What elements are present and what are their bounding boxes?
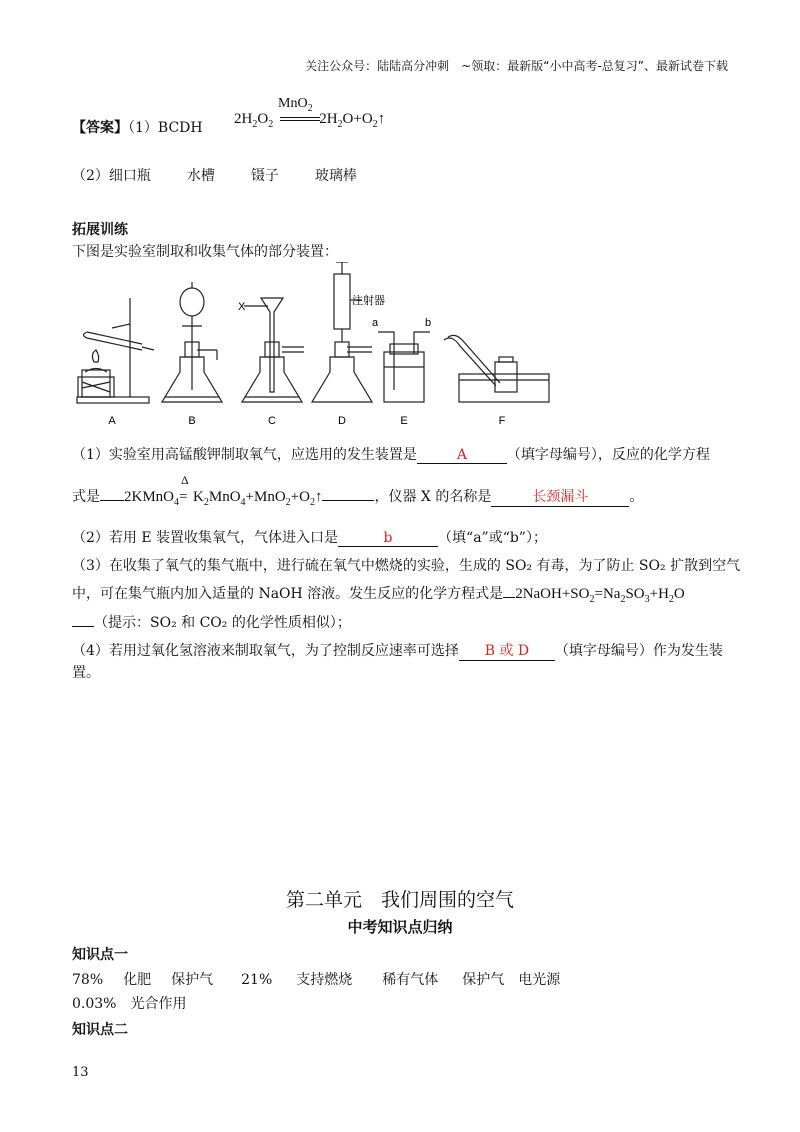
question-3-line-1: （3）在收集了氧气的集气瓶中，进行硫在氧气中燃烧的实验，生成的 SO₂ 有毒，为了防止 SO₂ 扩散到空气 [72,558,741,574]
page-number: 13 [72,1065,89,1080]
catalyst-mno2: MnO$_2$ [278,96,313,114]
figure-label-f: F [498,415,506,427]
answer-part-1: （1）BCDH [128,120,203,136]
knowledge-point-1-heading: 知识点一 [72,947,128,963]
question-3-line-3: （提示：SO₂ 和 CO₂ 的化学性质相似）； [72,612,351,632]
funnel-x-label: X [238,301,246,313]
answer-line-1 [72,117,203,137]
figure-label-e: E [400,415,408,427]
apparatus-f-illustration [444,335,549,402]
q1-answer-instrument: 长颈漏斗 [491,486,629,507]
figure-label-c: C [268,415,276,427]
question-3-line-2: 中，可在集气瓶内加入适量的 NaOH 溶液。发生反应的化学方程式是 $2NaOH+SO_2=Na_2SO_3+H_2O$ [72,586,685,605]
kmno4-equation: 2KMnO$_4$ Δ = $K_2MnO_4+MnO_2+O_2↑$ [124,473,323,508]
question-4-line-1: （4）若用过氧化氢溶液来制取氧气，为了控制反应速率可选择 B 或 D （填字母编号）作为发生装 [72,640,723,661]
question-1-line-1: （1）实验室用高锰酸钾制取氧气，应选用的发生装置是 A （填字母编号），反应的化学方程 [72,447,710,463]
page-header: 关注公众号：陆陆高分冲刺 ~领取：最新版“小中高考-总复习”、最新试卷下载 [305,59,728,73]
port-a-label: a [372,317,379,329]
unit-title: 第二单元 我们周围的空气 [285,889,514,911]
answer-item: 水槽 [186,168,215,184]
h2o2-equation: $2H_2O_2$ $2H_2O+O_2↑$ [234,111,386,130]
answer-item: （2）细口瓶 [72,168,151,184]
q2-answer-inlet: b [338,530,438,547]
question-4-line-2: 置。 [72,665,100,681]
answer-line-2 [72,165,357,185]
question-1-line-2: 式是 2KMnO$_4$ Δ = $K_2MnO_4+MnO_2+O_2↑$ ，仪器 X 的名称是 长颈漏斗 。 [72,473,644,508]
q4-answer-apparatus: B 或 D [459,640,555,661]
apparatus-c-illustration [242,298,304,402]
port-b-label: b [425,317,432,329]
knowledge-point-1-row-2: 0.03% 光合作用 [72,996,187,1012]
apparatus-d-illustration [312,262,372,402]
apparatus-a-illustration [77,298,154,403]
knowledge-point-1-row-1: 78% 化肥 保护气 21% 支持燃烧 稀有气体 保护气 电光源 [72,972,561,988]
answer-label: 【答案】 [72,120,128,136]
apparatus-b-illustration [162,282,222,402]
figure-label-a: A [108,415,116,427]
heat-condition: Δ [181,473,189,487]
figure-label-d: D [338,415,346,427]
q1-answer-apparatus: A [417,447,507,464]
answer-item: 玻璃棒 [314,168,357,184]
knowledge-point-2-heading: 知识点二 [72,1022,128,1038]
answer-item: 镊子 [250,168,279,184]
apparatus-figure [72,262,572,432]
syringe-label: 注射器 [352,295,385,307]
figure-label-b: B [188,415,196,427]
question-2: （2）若用 E 装置收集氧气，气体进入口是 b （填“a”或“b”）； [72,530,547,546]
section-title: 拓展训练 [72,222,128,238]
apparatus-labels [108,293,505,427]
apparatus-e-illustration [378,332,430,402]
naoh-so2-equation: $2NaOH+SO_2=Na_2SO_3+H_2O$ [515,586,685,605]
intro-text: 下图是实验室制取和收集气体的部分装置： [72,244,338,260]
unit-subtitle: 中考知识点归纳 [347,918,453,936]
